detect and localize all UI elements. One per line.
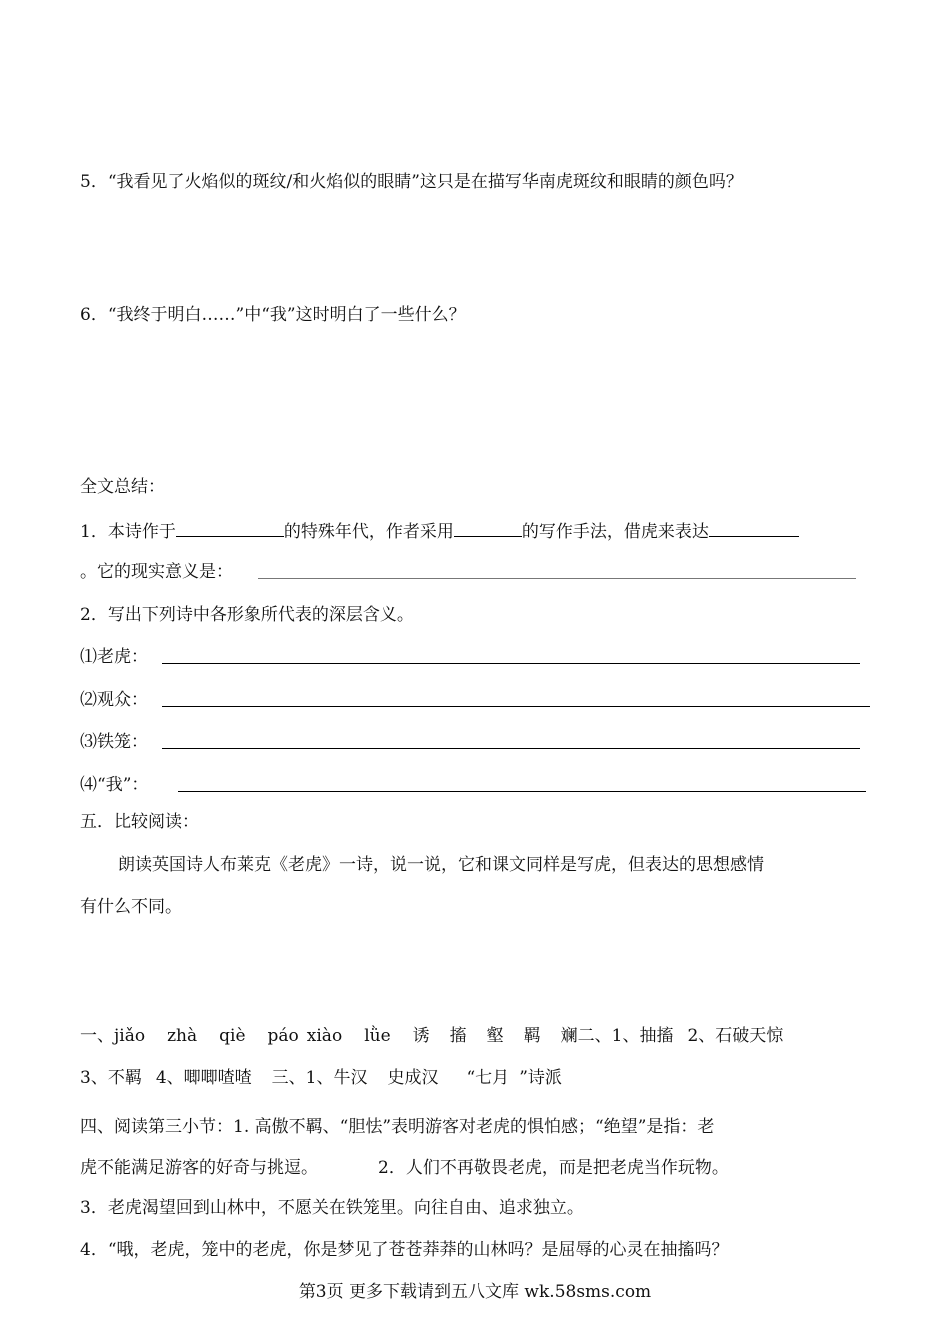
answers-row-2 <box>80 1066 562 1090</box>
answer-4-text-b: 2．人们不再敬畏老虎，而是把老虎当作玩物。 <box>378 1158 729 1178</box>
summary-1-text-c: 的写作手法，借虎来表达 <box>521 522 709 542</box>
answer-token: 三、1、牛汉 <box>271 1068 368 1088</box>
answer-token: zhà <box>167 1026 198 1046</box>
answer-token: 二、1、抽搐 <box>577 1026 674 1046</box>
answers-row-6: 4．“哦，老虎，笼中的老虎，你是梦见了苍苍莽莽的山林吗？是屈辱的心灵在抽搐吗？ <box>80 1240 729 1260</box>
answers-row-5: 3．老虎渴望回到山林中，不愿关在铁笼里。向往自由、追求独立。 <box>80 1198 584 1218</box>
blank-technique[interactable] <box>454 518 522 537</box>
answer-token: 2、石破天惊 <box>687 1026 784 1046</box>
summary-item-1 <box>80 518 799 544</box>
answers-row-4 <box>80 1156 729 1180</box>
answer-token: 史成汉 <box>387 1068 439 1088</box>
blank-era[interactable] <box>176 518 284 537</box>
answer-token: 4、唧唧喳喳 <box>155 1068 252 1088</box>
summary-heading: 全文总结： <box>80 477 165 497</box>
item-cage-label: ⑶铁笼： <box>80 732 148 752</box>
page-footer: 第3页 更多下载请到五八文库 wk.58sms.com <box>298 1282 652 1302</box>
section-5-paragraph-line-1: 朗读英国诗人布莱克《老虎》一诗，说一说，它和课文同样是写虎，但表达的思想感情 <box>118 855 764 875</box>
question-6: 6．“我终于明白……”中“我”这时明白了一些什么？ <box>80 305 466 325</box>
summary-item-2: 2．写出下列诗中各形象所代表的深层含义。 <box>80 605 414 625</box>
blank-audience[interactable] <box>162 706 870 707</box>
answer-token: 壑 <box>486 1026 504 1046</box>
answer-token: 搐 <box>449 1026 467 1046</box>
blank-expression[interactable] <box>709 518 799 537</box>
section-5-paragraph-line-2: 有什么不同。 <box>80 897 182 917</box>
blank-meaning[interactable] <box>258 578 856 579</box>
summary-1-text-a: 1．本诗作于 <box>80 522 176 542</box>
answer-token: lǜe <box>364 1026 391 1046</box>
answer-4-text-a: 虎不能满足游客的好奇与挑逗。 <box>80 1158 318 1178</box>
question-5: 5．“我看见了火焰似的斑纹/和火焰似的眼睛”这只是在描写华南虎斑纹和眼睛的颜色吗？ <box>80 172 743 192</box>
answers-row-1 <box>80 1024 783 1048</box>
blank-me[interactable] <box>178 791 866 792</box>
section-5-heading: 五．比较阅读： <box>80 812 199 832</box>
answer-token: “七月 <box>466 1068 510 1088</box>
summary-1-text-b: 的特殊年代，作者采用 <box>283 522 454 542</box>
answer-token: páo <box>267 1026 299 1046</box>
answer-token: ”诗派 <box>519 1068 562 1088</box>
answer-token: 斓 <box>560 1026 578 1046</box>
answer-token: 羁 <box>523 1026 541 1046</box>
item-tiger-label: ⑴老虎： <box>80 647 148 667</box>
answers-row-3: 四、阅读第三小节：1. 高傲不羁、“胆怯”表明游客对老虎的惧怕感；“绝望”是指：老 <box>80 1117 715 1137</box>
answer-token: xiào <box>306 1026 343 1046</box>
answer-token: qiè <box>219 1026 246 1046</box>
summary-item-1-cont: 。它的现实意义是： <box>80 562 233 582</box>
item-me-label: ⑷“我”： <box>80 775 149 795</box>
answer-token: 3、不羁 <box>80 1068 142 1088</box>
item-audience-label: ⑵观众： <box>80 690 148 710</box>
blank-cage[interactable] <box>162 748 860 749</box>
blank-tiger[interactable] <box>162 663 860 664</box>
answer-token: 诱 <box>412 1026 430 1046</box>
answer-token: 一、jiǎo <box>80 1026 146 1046</box>
